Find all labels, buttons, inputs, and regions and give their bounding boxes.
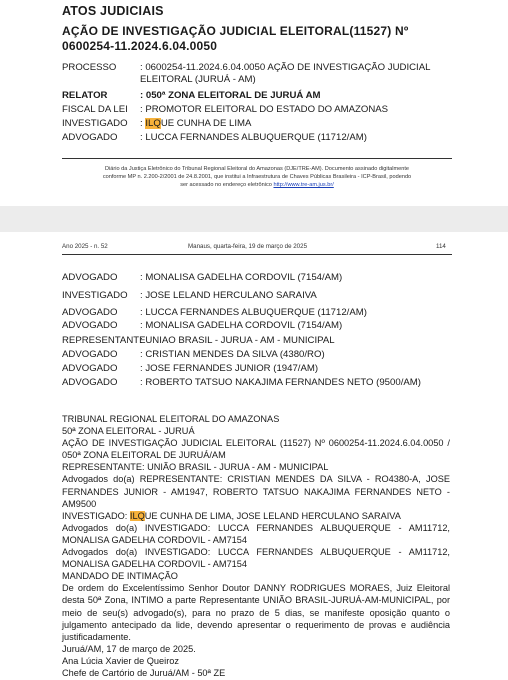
row-key: REPRESENTANTE [62,335,146,346]
act-title: AÇÃO DE INVESTIGAÇÃO JUDICIAL ELEITORAL(11527) Nº 0600254-11.2024.6.04.0050 [62,24,409,53]
advogados-investigado-1: Advogados do(a) INVESTIGADO: LUCCA FERNANDES ALBUQUERQUE - AM11712, MONALISA GADELHA CORDOVIL - AM7154 [62,522,450,545]
signature-name: Ana Lúcia Xavier de Queiroz [62,655,179,666]
intimation-body [62,413,450,679]
representante-line: REPRESENTANTE: UNIÃO BRASIL - JURUA - AM - MUNICIPAL [62,462,329,473]
date-line: Juruá/AM, 17 de março de 2025. [62,643,196,654]
header-edition: Ano 2025 - n. 52 [62,243,108,250]
investigado-suffix: UE CUNHA DE LIMA, JOSE LELAND HERCULANO SARAIVA [144,510,401,521]
row-advogado [62,132,452,144]
row-key: ADVOGADO [62,349,118,360]
row-value: : 050ª ZONA ELEITORAL DE JURUÁ AM [140,90,321,101]
row-value: : MONALISA GADELHA CORDOVIL (7154/AM) [140,272,343,283]
divider [62,158,452,159]
row-value: : JOSE FERNANDES JUNIOR (1947/AM) [140,363,319,374]
highlighted-text: ILQ [129,510,145,521]
zona-eleitoral: 50ª ZONA ELEITORAL - JURUÁ [62,426,195,437]
page-gap [0,206,508,232]
row-value: : JOSE LELAND HERCULANO SARAIVA [140,290,317,301]
row-value [140,118,452,130]
row-advogado [62,349,452,361]
advogados-representante: Advogados do(a) REPRESENTANTE: CRISTIAN MENDES DA SILVA - RO4380-A, JOSE FERNANDES JUNIOR - AM1947, ROBERTO TATSUO NAKAJIMA FERNANDES NETO - AM9500 [62,474,450,509]
header-divider [62,254,452,255]
acao-paragraph: AÇÃO DE INVESTIGAÇÃO JUDICIAL ELEITORAL (11527) Nº 0600254-11.2024.6.04.0050 / 050ª ZONA ELEITORAL DE JURUÁ/AM [62,438,450,461]
row-key: ADVOGADO [62,363,118,374]
row-key: INVESTIGADO [62,290,128,301]
row-key: RELATOR [62,90,108,101]
investigado-prefix: INVESTIGADO: [62,510,130,521]
header-date: Manaus, quarta-feira, 19 de março de 2025 [188,243,308,250]
mandado-title: MANDADO DE INTIMAÇÃO [62,571,178,582]
page-1 [0,0,508,206]
row-key: FISCAL DA LEI [62,104,128,115]
row-advogado [62,320,452,332]
row-value: : MONALISA GADELHA CORDOVIL (7154/AM) [140,320,343,331]
row-investigado [62,118,452,130]
ordem-paragraph: De ordem do Excelentíssimo Senhor Doutor DANNY RODRIGUES MORAES, Juiz Eleitoral desta 50ª Zona, INTIMO a parte Representante UNIÃO BRASIL-JURUÁ-AM-MUNICIPAL, por meio de seu(s) advogado(s), para no prazo de 5 dias, se manifeste oposição quanto o julgamento antecipado da lide, devendo apresentar o requerimento de provas e audiência justificadamente. [62,583,450,642]
investigado-line [62,510,450,522]
row-advogado [62,363,452,375]
row-value: : LUCCA FERNANDES ALBUQUERQUE (11712/AM) [140,307,367,318]
row-key: INVESTIGADO [62,118,128,129]
section-title: ATOS JUDICIAIS [62,4,164,18]
footnote-text: ser acessado no endereço eletrônico [180,182,274,188]
row-key: ADVOGADO [62,272,118,283]
row-value: : 0600254-11.2024.6.04.0050 AÇÃO DE INVESTIGAÇÃO JUDICIAL ELEITORAL (JURUÁ - AM) [140,62,431,85]
page-2 [0,232,508,680]
footnote-link[interactable]: http://www.tre-am.jus.br/ [273,182,334,188]
row-investigado [62,290,452,302]
row-advogado [62,377,452,389]
footnote-line-2: conforme MP n. 2.200-2/2001 de 24.8.2001, que institui a Infraestrutura de Chaves Públicas Brasileira - ICP-Brasil, podendo [102,174,412,180]
value-suffix: UE CUNHA DE LIMA [160,118,252,129]
footnote [62,165,452,189]
row-advogado [62,307,452,319]
row-processo [62,62,452,86]
row-key: ADVOGADO [62,132,118,143]
row-fiscal-da-lei [62,104,452,116]
row-value: : PROMOTOR ELEITORAL DO ESTADO DO AMAZONAS [140,104,389,115]
row-key: PROCESSO [62,62,117,73]
row-key: ADVOGADO [62,307,118,318]
row-value: : CRISTIAN MENDES DA SILVA (4380/RO) [140,349,325,360]
header-page-number: 114 [436,243,446,250]
row-advogado [62,272,452,284]
row-value: : LUCCA FERNANDES ALBUQUERQUE (11712/AM) [140,132,367,143]
footnote-line-3 [62,181,452,189]
footnote-line-1: Diário da Justiça Eletrônico do Tribunal Regional Eleitoral do Amazonas (DJE/TRE-AM). Documento assinado digitalmente [104,166,410,172]
row-value: : ROBERTO TATSUO NAKAJIMA FERNANDES NETO (9500/AM) [140,377,421,388]
advogados-investigado-2: Advogados do(a) INVESTIGADO: LUCCA FERNANDES ALBUQUERQUE - AM11712, MONALISA GADELHA CORDOVIL - AM7154 [62,547,450,570]
row-value: : UNIAO BRASIL - JURUA - AM - MUNICIPAL [140,335,335,346]
row-key: ADVOGADO [62,377,118,388]
row-representante [62,335,452,347]
value-prefix: : [140,118,146,129]
tribunal-name: TRIBUNAL REGIONAL ELEITORAL DO AMAZONAS [62,414,280,424]
row-key: ADVOGADO [62,320,118,331]
highlighted-text: ILQ [145,118,161,129]
row-relator [62,90,452,102]
signature-role: Chefe de Cartório de Juruá/AM - 50ª ZE [62,667,226,678]
